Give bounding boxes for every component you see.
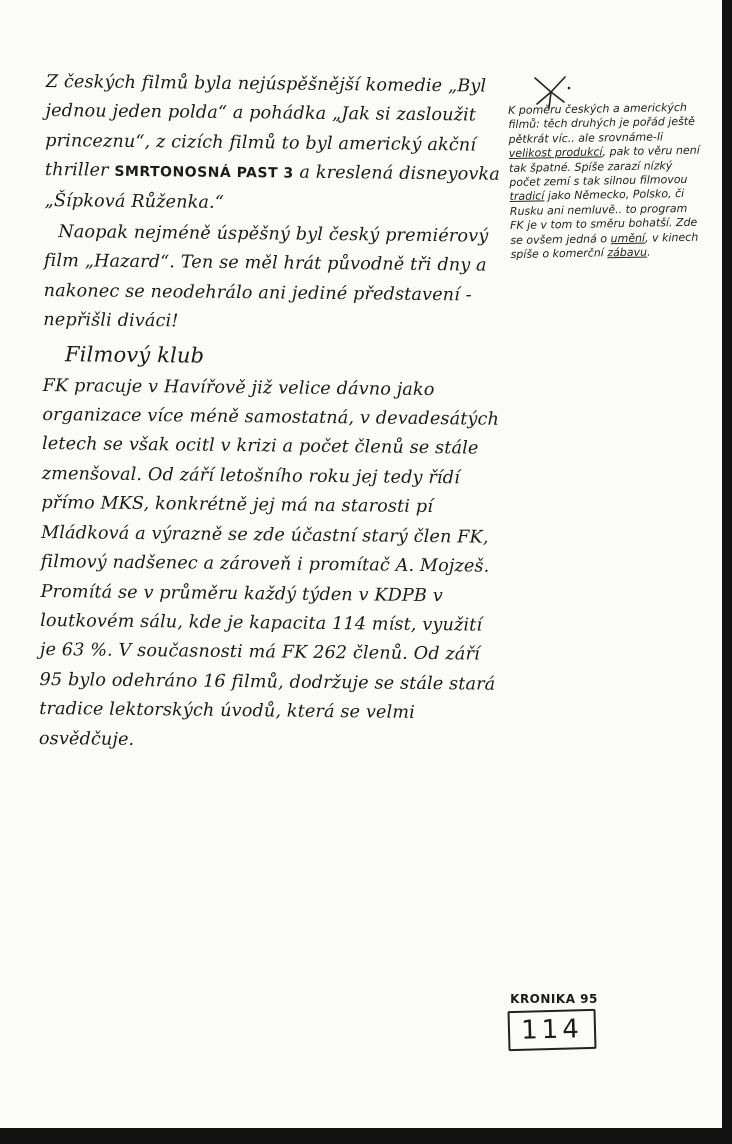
margin-note-text-3: jako Německo, Polsko, či Rusku ani nemluvě.. to program FK je v tom to směru bohatší. Zde se ovšem jedná o	[509, 187, 698, 247]
main-text-column	[39, 68, 504, 759]
page-number-box	[507, 1009, 596, 1051]
paragraph-film-club: FK pracuje v Havířově již velice dávno jako organizace více méně samostatná, v devadesátých letech se však ocitl v krizi a počet členů se stále zmenšoval. Od září letošního roku jej tedy řídí přímo MKS, konkrétně jej má na starosti pí Mládková a výrazně se zde účastní starý člen FK, filmový nadšenec a zároveň i promítač A. Mojzeš. Promítá se v průměru každý týden v KDPB v loutkovém sálu, kde je kapacita 114 míst, využití je 63 %. V současnosti má FK 262 členů. Od září 95 bylo odehráno 16 filmů, dodržuje se stále stará tradice lektorských úvodů, která se velmi osvědčuje.	[38, 375, 500, 750]
paragraph-film-success	[44, 68, 504, 221]
margin-note	[508, 101, 705, 263]
page-number: 114	[520, 1014, 584, 1046]
margin-note-underlined-3: umění	[610, 231, 646, 245]
margin-note-text-5: .	[646, 245, 651, 259]
margin-note-text-4: , v kinech spíše o komerční	[510, 230, 699, 262]
paragraph-least-successful: Naopak nejméně úspěšný byl český premiérový film „Hazard“. Ten se měl hrát původně tři dny a nakonec se neodehrálo ani jediné představení - nepřišli diváci!	[43, 222, 489, 332]
chronicle-stamp	[508, 992, 600, 1050]
margin-note-underlined-1: velikost produkcí	[508, 145, 603, 161]
margin-note-text-2: , pak to věru není tak špatné. Spíše zarazí nízký počet zemí s tak silnou filmovou	[509, 143, 700, 190]
paragraph-film-success-end: a kreslená disneyovka „Šípková Růženka.“	[44, 162, 501, 213]
section-heading-filmovy-klub: Filmový klub	[64, 341, 205, 368]
stamp-label: KRONIKA 95	[510, 992, 598, 1006]
margin-note-text-1: K poměru českých a amerických filmů: těch druhých je pořád ještě pětkrát víc.. ale srovnáme-li	[508, 100, 695, 146]
margin-note-underlined-4: zábavu	[607, 245, 648, 260]
margin-note-underlined-2: tradicí	[509, 189, 545, 204]
paragraph-film-success-text: Z českých filmů byla nejúspěšnější komedie „Byl jednou jeden polda“ a pohádka „Jak si zasloužit princeznu“, z cizích filmů to byl americký akční thriller	[44, 71, 487, 181]
film-title-caps: SMRTONOSNÁ PAST 3	[114, 163, 294, 182]
